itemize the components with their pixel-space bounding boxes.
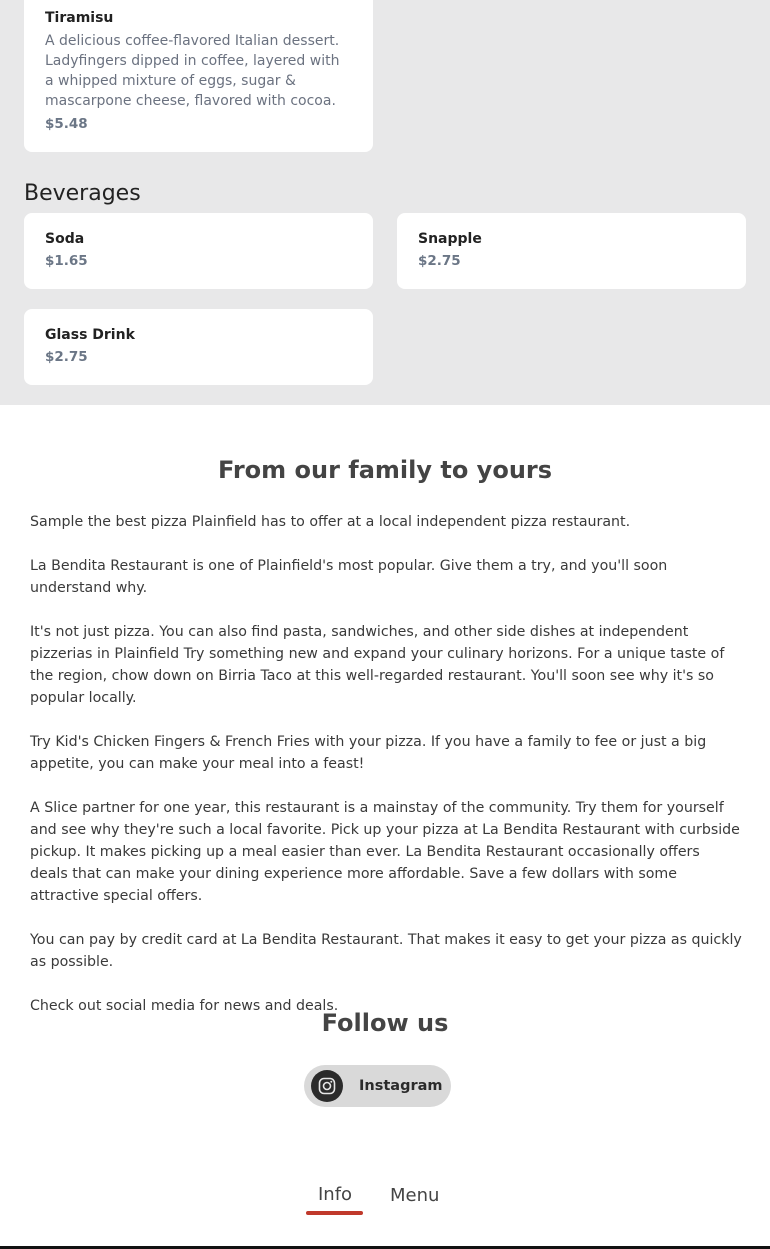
instagram-icon bbox=[311, 1070, 343, 1102]
active-tab-indicator bbox=[306, 1211, 363, 1215]
tab-info[interactable]: Info bbox=[318, 1184, 353, 1205]
menu-item-price: $1.65 bbox=[45, 253, 88, 269]
instagram-label: Instagram bbox=[359, 1078, 443, 1094]
about-paragraph: It's not just pizza. You can also find pasta, sandwiches, and other side dishes at independent pizzerias in Plainfield Try something new and expand your culinary horizons. For a unique taste of the region, chow down on Birria Taco at this well-regarded restaurant. You'll soon see why it's so popular locally. bbox=[30, 624, 725, 706]
instagram-button[interactable] bbox=[304, 1065, 451, 1107]
menu-item-card-soda[interactable] bbox=[24, 213, 373, 289]
about-paragraph: A Slice partner for one year, this restaurant is a mainstay of the community. Try them for yourself and see why they're such a local favorite. Pick up your pizza at La Bendita Restaurant with curbside pickup. It makes picking up a meal easier than ever. La Bendita Restaurant occasionally offers deals that can make your dining experience more affordable. Save a few dollars with some attractive special offers. bbox=[30, 800, 740, 904]
menu-item-price: $5.48 bbox=[45, 116, 88, 132]
about-paragraph: La Bendita Restaurant is one of Plainfield's most popular. Give them a try, and you'll soon understand why. bbox=[30, 558, 668, 596]
section-title-beverages: Beverages bbox=[24, 181, 141, 206]
about-paragraph: You can pay by credit card at La Bendita Restaurant. That makes it easy to get your pizza as quickly as possible. bbox=[30, 932, 742, 970]
menu-item-card-glass-drink[interactable] bbox=[24, 309, 373, 385]
menu-item-name: Snapple bbox=[418, 231, 482, 247]
menu-item-card-snapple[interactable] bbox=[397, 213, 746, 289]
about-paragraph: Check out social media for news and deals. bbox=[30, 998, 339, 1014]
about-paragraph: Try Kid's Chicken Fingers & French Fries with your pizza. If you have a family to fee or just a big appetite, you can make your meal into a feast! bbox=[30, 734, 707, 772]
menu-item-name: Tiramisu bbox=[45, 10, 114, 26]
menu-item-name: Glass Drink bbox=[45, 327, 135, 343]
menu-item-price: $2.75 bbox=[418, 253, 461, 269]
menu-item-name: Soda bbox=[45, 231, 85, 247]
tab-menu[interactable]: Menu bbox=[390, 1185, 440, 1206]
menu-section bbox=[0, 0, 770, 405]
menu-item-card-tiramisu[interactable] bbox=[24, 0, 373, 152]
about-paragraph: Sample the best pizza Plainfield has to offer at a local independent pizza restaurant. bbox=[30, 514, 631, 530]
about-title: From our family to yours bbox=[217, 456, 553, 484]
menu-item-price: $2.75 bbox=[45, 349, 88, 365]
follow-title: Follow us bbox=[321, 1009, 449, 1037]
menu-item-description: A delicious coffee-flavored Italian dessert. Ladyfingers dipped in coffee, layered with a whipped mixture of eggs, sugar & mascarpone cheese, flavored with cocoa. bbox=[45, 33, 340, 109]
about-text bbox=[30, 511, 742, 1039]
